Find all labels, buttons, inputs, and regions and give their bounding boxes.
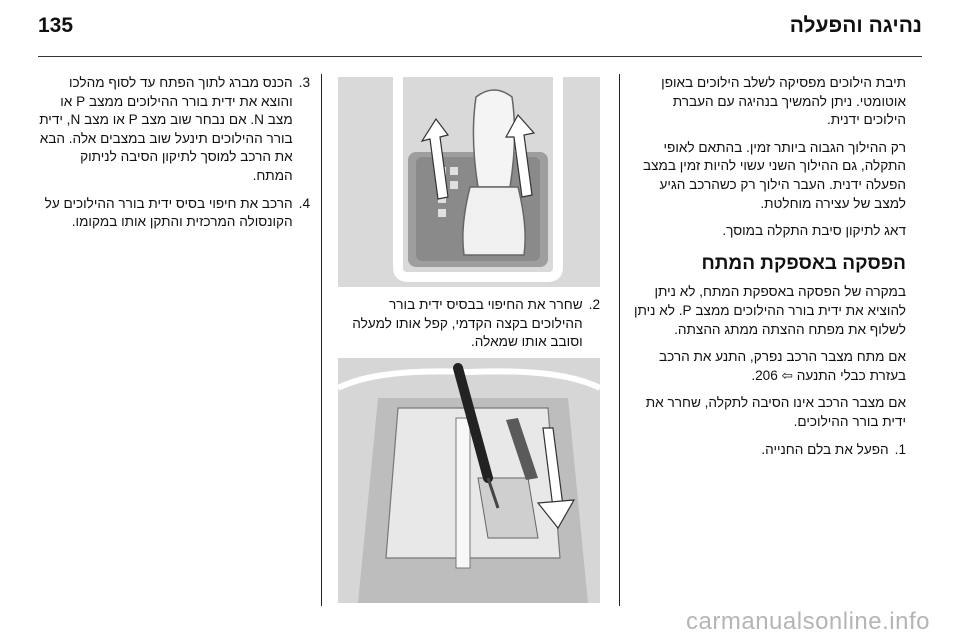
gear-shifter-figure <box>338 77 600 287</box>
section-paragraph: אם מתח מצבר הרכב נפרק, התנע את הרכב בעזרת כבלי התנעה ⇦ 206. <box>659 349 906 383</box>
step-number: 4. <box>298 195 310 211</box>
figure-caption <box>338 296 600 361</box>
screwdriver-figure <box>338 358 600 603</box>
watermark: carmanualsonline.info <box>686 608 930 635</box>
section-heading: הפסקה באספקת המתח <box>701 252 906 274</box>
header-rule <box>38 56 922 57</box>
step-text: שחרר את החיפוי בבסיס ידית בורר ההילוכים בקצה הקדמי, קפל אותו למעלה וסובב אותו שמאלה. <box>352 297 583 350</box>
intro-paragraph: תיבת הילוכים מפסיקה לשלב הילוכים באופן אוטומטי. ניתן להמשיך בנהיגה עם העברת הילוכים ידנית. <box>661 75 906 128</box>
section-paragraph: במקרה של הפסקה באספקת המתח, לא ניתן להוציא את ידית בורר ההילוכים ממצב P. לא ניתן לשלוף את מפתח ההצתה ממתג ההצתה. <box>634 284 906 337</box>
column-divider-right <box>619 74 620 606</box>
step-text: הפעל את בלם החנייה. <box>761 441 889 457</box>
step-number: 1. <box>894 441 906 457</box>
intro-paragraph: רק ההילוך הגבוה ביותר זמין. בהתאם לאופי התקלה, גם ההילוך השני עשוי להיות זמין במצב הפעלה ידנית. העבר הילוך רק כשהרכב הגיע למצב של עצירה מוחלטת. <box>642 139 906 211</box>
step-item <box>38 195 310 232</box>
step-item <box>634 441 906 460</box>
left-column <box>38 74 310 241</box>
step-number: 3. <box>298 75 310 90</box>
section-paragraph: אם מצבר הרכב אינו הסיבה לתקלה, שחרר את ידית בורר ההילוכים. <box>645 395 906 429</box>
step-item <box>38 74 310 186</box>
column-divider-left <box>321 74 322 606</box>
intro-paragraph: דאג לתיקון סיבת התקלה במוסך. <box>722 223 906 239</box>
gear-shifter-illustration-icon <box>338 77 600 287</box>
step-item <box>338 296 600 352</box>
right-column <box>634 74 906 468</box>
step-text: הכנס מברג לתוך הפתח עד לסוף מהלכו והוצא את ידית בורר ההילוכים ממצב P או מצב N. אם נבחר שוב מצב P או מצב N, ידית בורר ההילוכים תינעל שוב במצבים אלה. הבא את הרכב למוסך לתיקון הסיבה לניתוק המתח. <box>39 75 293 183</box>
screwdriver-release-illustration-icon <box>338 358 600 603</box>
running-title: נהיגה והפעלה <box>789 14 922 37</box>
step-text: הרכב את חיפוי בסיס ידית בורר ההילוכים על הקונסולה המרכזית והתקן אותו במקומו. <box>44 195 293 230</box>
page-number: 135 <box>38 14 74 37</box>
step-number: 2. <box>588 297 600 312</box>
